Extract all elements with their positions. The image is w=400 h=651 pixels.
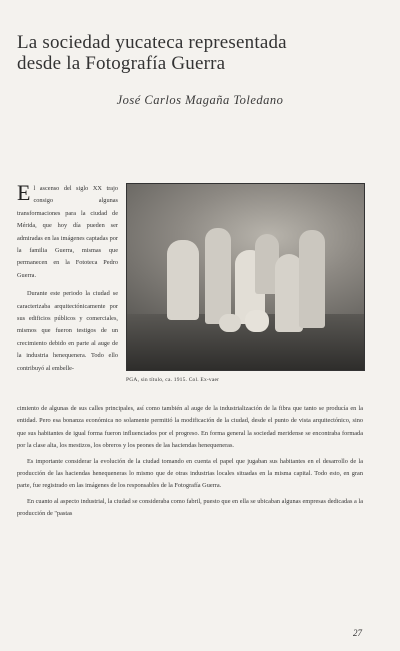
drop-cap: E (17, 180, 31, 205)
photo-figure (219, 314, 241, 332)
body-paragraph-1: cimiento de algunas de sus calles principales, así como también al auge de la industrialización de la fibra que tanto se producía en la entidad. Pero esa bonanza económica no solamente permitió la modificación de la ciudad, desde el punto de vista arquitectónico, sino que sus habitantes de igual forma fueron influenciados por el progreso. En forma general la sociedad meridense se encontraba formada por la clase alta, los mestizos, los obreros y los peones de las haciendas henequeneras. (17, 405, 363, 450)
page-number: 27 (353, 628, 362, 638)
photo-figure (205, 228, 231, 324)
photo-caption: PGA, sin título, ca. 1915. Col. Ex-vaer (126, 377, 220, 383)
article-author: José Carlos Magaña Toledano (116, 93, 284, 107)
photo-figure (167, 240, 199, 320)
photo-figure (245, 310, 269, 332)
intro-paragraph-1-text: l ascenso del siglo XX trajo consigo algunas transformaciones para la ciudad de Mérida, que hoy día pueden ser admiradas en las imágenes captadas por la familia Guerra, mismas que permanecen en la Fototeca Pedro Guerra. (17, 185, 118, 279)
body-paragraph-2: Es importante considerar la evolución de la ciudad tomando en cuenta el papel que jugaban sus habitantes en el desarrollo de la producción de las haciendas henequeneras lo mismo que de otras industrias locales situadas en la misma capital. Todo esto, en gran parte, fue registrado en las imágenes de los responsables de la Fotografía Guerra. (17, 457, 363, 490)
intro-paragraph-2: Durante este periodo la ciudad se caracterizaba arquitectónicamente por sus edificios públicos y comerciales, mismos que fueron testigos de un crecimiento debido en parte al auge de la industria henequenera. Todo ello contribuyó al embelle- (17, 290, 118, 372)
photo-figure (299, 230, 325, 328)
article-title: La sociedad yucateca representada desde la Fotografía Guerra (17, 32, 287, 74)
historical-photograph (126, 183, 365, 371)
body-paragraph-3: En cuanto al aspecto industrial, la ciudad se consideraba como fabril, puesto que en ella se ubicaban algunas empresas dedicadas a la producción de "pastas (17, 497, 363, 518)
left-column (17, 180, 118, 381)
full-width-column (17, 403, 363, 524)
intro-paragraph-1 (17, 180, 118, 282)
